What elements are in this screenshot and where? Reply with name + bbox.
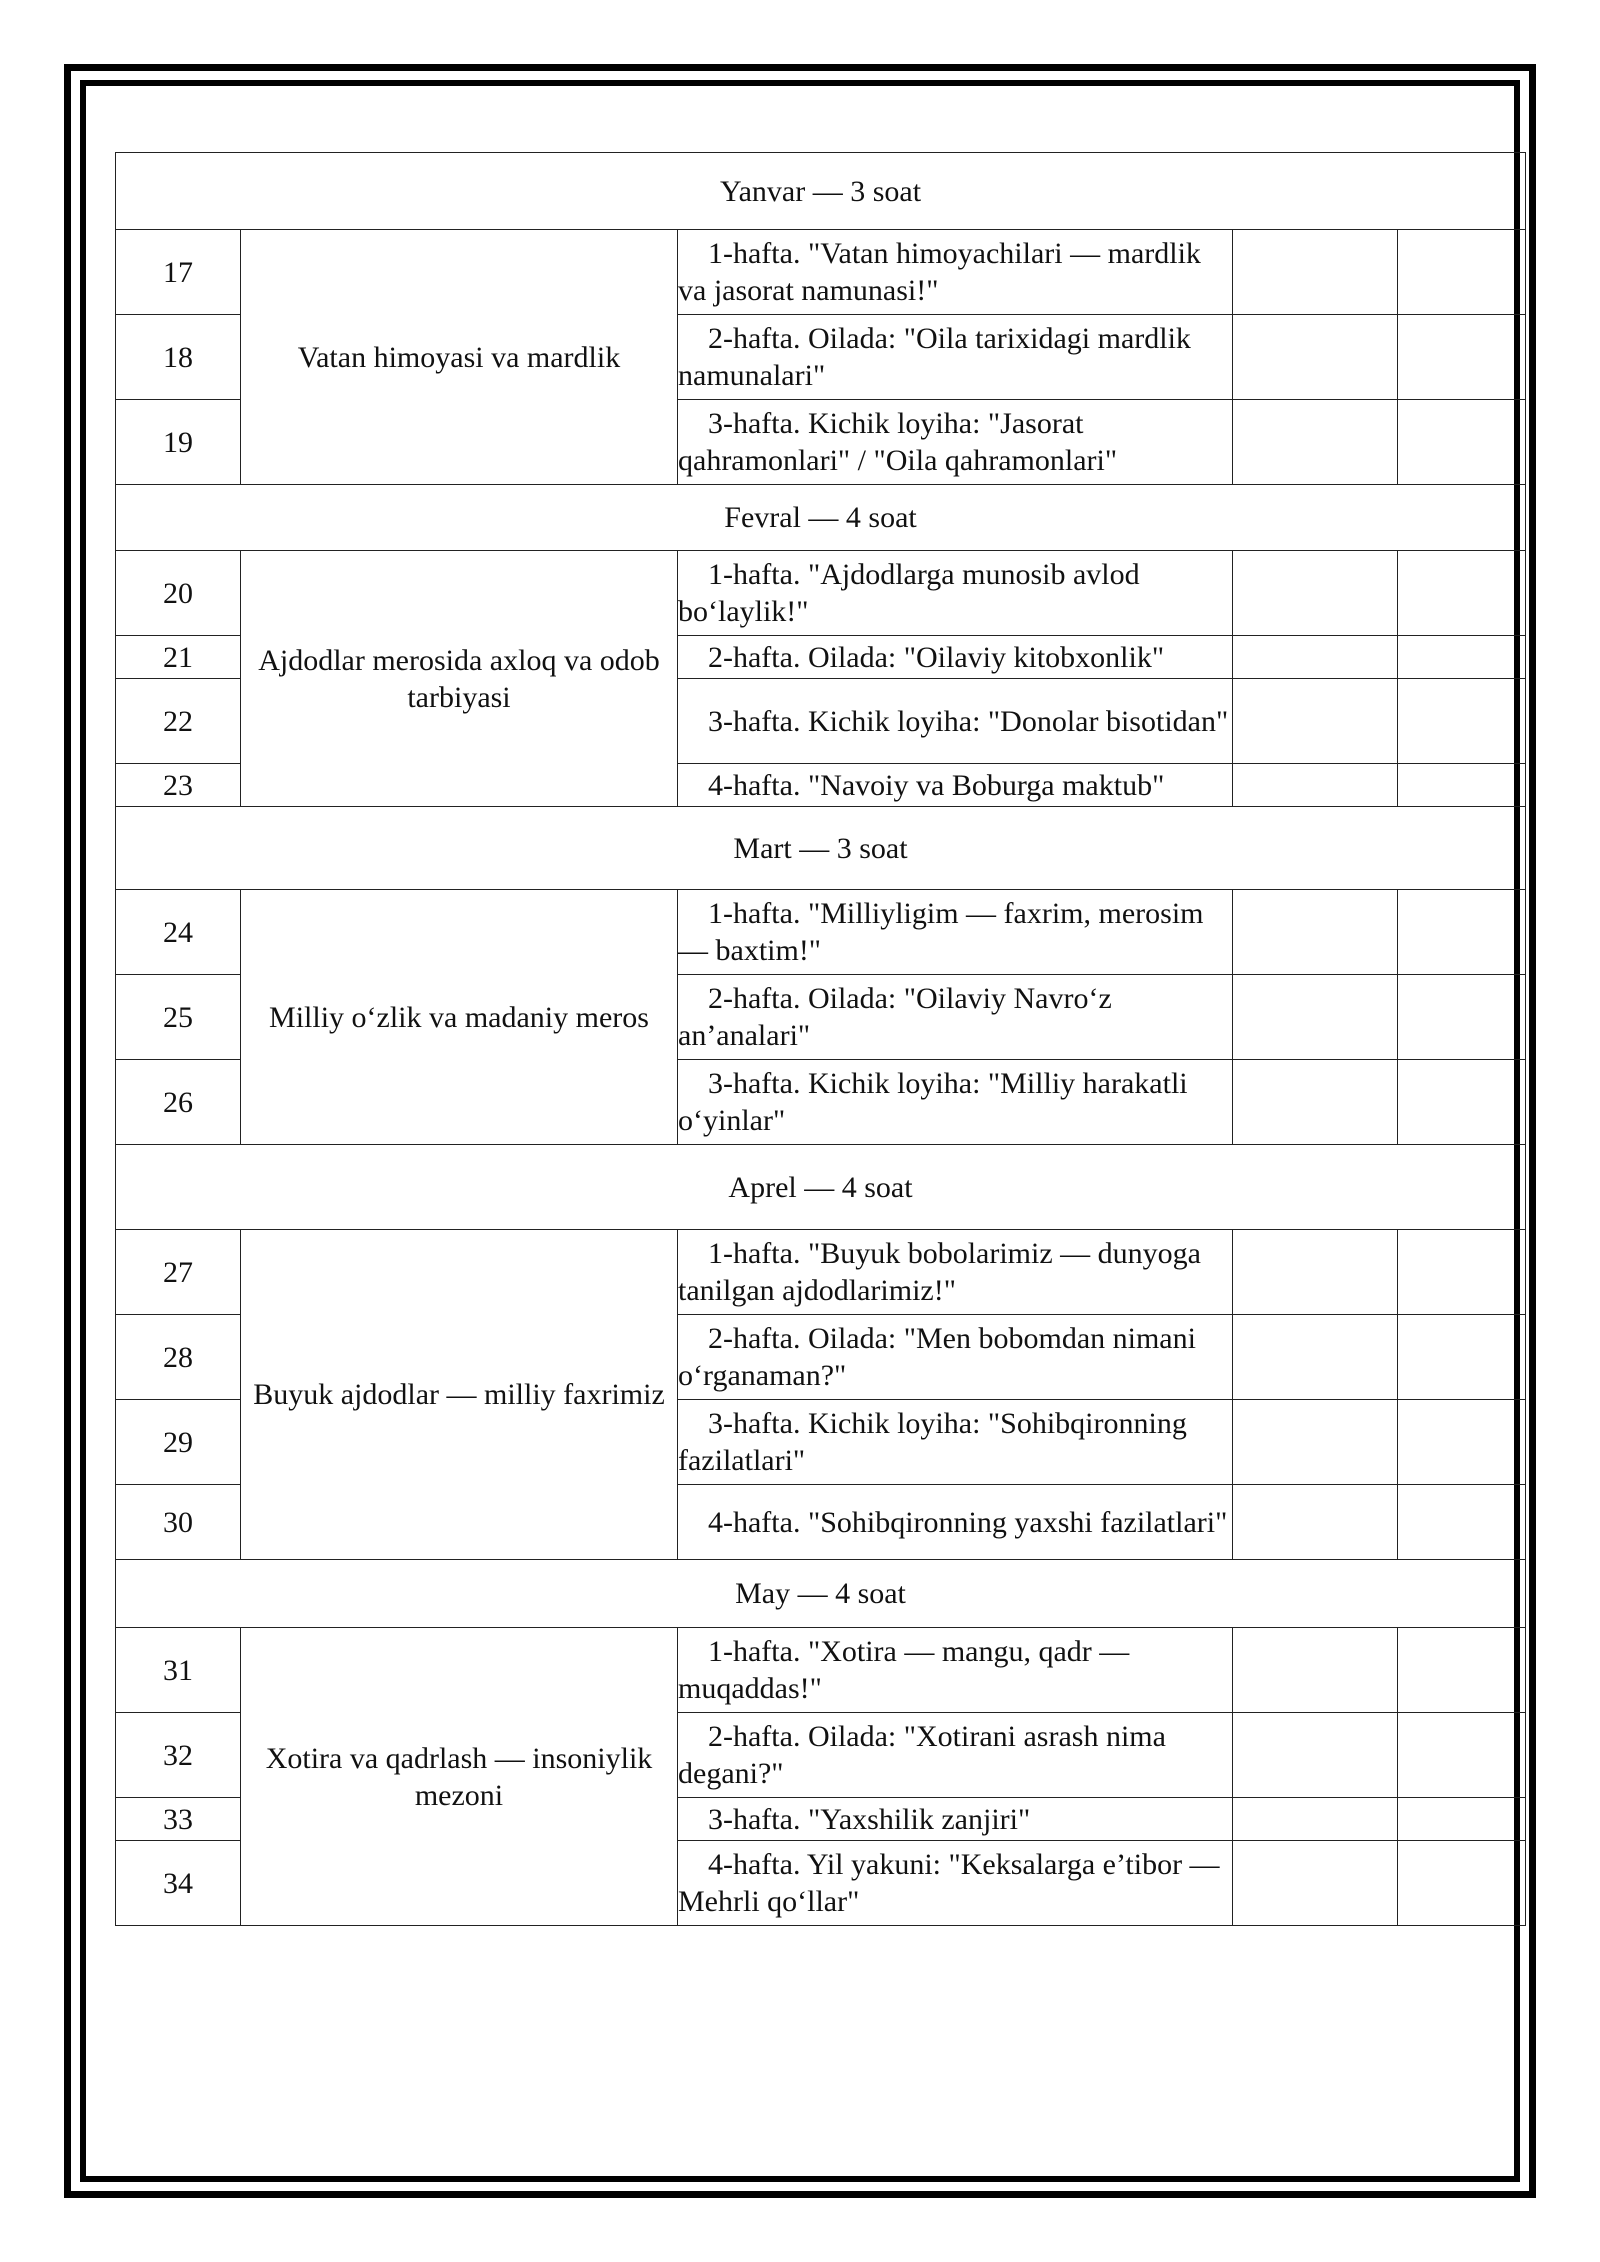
note-cell <box>1398 679 1526 764</box>
lesson-title: 1-hafta. "Milliyligim — faxrim, merosim — baxtim!" <box>678 890 1233 975</box>
lesson-title: 1-hafta. "Vatan himoyachilari — mardlik va jasorat namunasi!" <box>678 230 1233 315</box>
lesson-title: 4-hafta. Yil yakuni: "Keksalarga e’tibor — Mehrli qo‘llar" <box>678 1841 1233 1926</box>
lesson-number: 19 <box>116 400 241 485</box>
month-header-row <box>116 1560 1526 1628</box>
lesson-number: 29 <box>116 1400 241 1485</box>
lesson-number: 18 <box>116 315 241 400</box>
note-cell <box>1398 1485 1526 1560</box>
lesson-title: 3-hafta. Kichik loyiha: "Milliy harakatli o‘yinlar" <box>678 1060 1233 1145</box>
lesson-number: 20 <box>116 551 241 636</box>
lesson-title: 3-hafta. "Yaxshilik zanjiri" <box>678 1798 1233 1841</box>
date-cell <box>1233 400 1398 485</box>
date-cell <box>1233 1628 1398 1713</box>
lesson-number: 17 <box>116 230 241 315</box>
lesson-number: 26 <box>116 1060 241 1145</box>
note-cell <box>1398 1230 1526 1315</box>
note-cell <box>1398 315 1526 400</box>
topic-cell: Milliy o‘zlik va madaniy meros <box>241 890 678 1145</box>
table-row <box>116 1230 1526 1315</box>
lesson-number: 23 <box>116 764 241 807</box>
date-cell <box>1233 679 1398 764</box>
month-title: Fevral — 4 soat <box>116 485 1526 551</box>
lesson-title: 3-hafta. Kichik loyiha: "Sohibqironning fazilatlari" <box>678 1400 1233 1485</box>
date-cell <box>1233 1798 1398 1841</box>
note-cell <box>1398 1713 1526 1798</box>
date-cell <box>1233 890 1398 975</box>
date-cell <box>1233 551 1398 636</box>
lesson-title: 2-hafta. Oilada: "Oila tarixidagi mardlik namunalari" <box>678 315 1233 400</box>
note-cell <box>1398 1628 1526 1713</box>
date-cell <box>1233 230 1398 315</box>
date-cell <box>1233 1230 1398 1315</box>
note-cell <box>1398 230 1526 315</box>
note-cell <box>1398 1400 1526 1485</box>
note-cell <box>1398 975 1526 1060</box>
table-row <box>116 551 1526 636</box>
note-cell <box>1398 1315 1526 1400</box>
date-cell <box>1233 315 1398 400</box>
lesson-number: 31 <box>116 1628 241 1713</box>
topic-cell: Xotira va qadrlash — insoniylik mezoni <box>241 1628 678 1926</box>
lesson-number: 33 <box>116 1798 241 1841</box>
note-cell <box>1398 1798 1526 1841</box>
topic-cell: Ajdodlar merosida axloq va odob tarbiyasi <box>241 551 678 807</box>
date-cell <box>1233 1315 1398 1400</box>
month-header-row <box>116 485 1526 551</box>
lesson-title: 1-hafta. "Buyuk bobolarimiz — dunyoga tanilgan ajdodlarimiz!" <box>678 1230 1233 1315</box>
lesson-title: 2-hafta. Oilada: "Oilaviy Navro‘z an’analari" <box>678 975 1233 1060</box>
date-cell <box>1233 1485 1398 1560</box>
lesson-number: 34 <box>116 1841 241 1926</box>
topic-cell: Buyuk ajdodlar — milliy faxrimiz <box>241 1230 678 1560</box>
lesson-title: 2-hafta. Oilada: "Men bobomdan nimani o‘rganaman?" <box>678 1315 1233 1400</box>
table-row <box>116 230 1526 315</box>
lesson-number: 25 <box>116 975 241 1060</box>
lesson-title: 2-hafta. Oilada: "Oilaviy kitobxonlik" <box>678 636 1233 679</box>
lesson-number: 24 <box>116 890 241 975</box>
date-cell <box>1233 975 1398 1060</box>
lesson-number: 32 <box>116 1713 241 1798</box>
note-cell <box>1398 890 1526 975</box>
lesson-plan-table <box>115 152 1526 1926</box>
note-cell <box>1398 1060 1526 1145</box>
date-cell <box>1233 764 1398 807</box>
lesson-title: 4-hafta. "Navoiy va Boburga maktub" <box>678 764 1233 807</box>
date-cell <box>1233 1841 1398 1926</box>
topic-cell: Vatan himoyasi va mardlik <box>241 230 678 485</box>
lesson-title: 1-hafta. "Xotira — mangu, qadr — muqaddas!" <box>678 1628 1233 1713</box>
month-title: Yanvar — 3 soat <box>116 153 1526 230</box>
month-header-row <box>116 153 1526 230</box>
note-cell <box>1398 1841 1526 1926</box>
lesson-title: 2-hafta. Oilada: "Xotirani asrash nima degani?" <box>678 1713 1233 1798</box>
lesson-title: 3-hafta. Kichik loyiha: "Jasorat qahramonlari" / "Oila qahramonlari" <box>678 400 1233 485</box>
note-cell <box>1398 400 1526 485</box>
note-cell <box>1398 636 1526 679</box>
table-row <box>116 1628 1526 1713</box>
date-cell <box>1233 1060 1398 1145</box>
lesson-title: 3-hafta. Kichik loyiha: "Donolar bisotidan" <box>678 679 1233 764</box>
month-title: Mart — 3 soat <box>116 807 1526 890</box>
month-title: May — 4 soat <box>116 1560 1526 1628</box>
month-header-row <box>116 807 1526 890</box>
date-cell <box>1233 1713 1398 1798</box>
lesson-number: 30 <box>116 1485 241 1560</box>
lesson-number: 28 <box>116 1315 241 1400</box>
note-cell <box>1398 551 1526 636</box>
lesson-number: 27 <box>116 1230 241 1315</box>
lesson-title: 1-hafta. "Ajdodlarga munosib avlod bo‘laylik!" <box>678 551 1233 636</box>
month-header-row <box>116 1145 1526 1230</box>
table-row <box>116 890 1526 975</box>
month-title: Aprel — 4 soat <box>116 1145 1526 1230</box>
date-cell <box>1233 1400 1398 1485</box>
lesson-title: 4-hafta. "Sohibqironning yaxshi fazilatlari" <box>678 1485 1233 1560</box>
lesson-number: 22 <box>116 679 241 764</box>
date-cell <box>1233 636 1398 679</box>
lesson-number: 21 <box>116 636 241 679</box>
note-cell <box>1398 764 1526 807</box>
